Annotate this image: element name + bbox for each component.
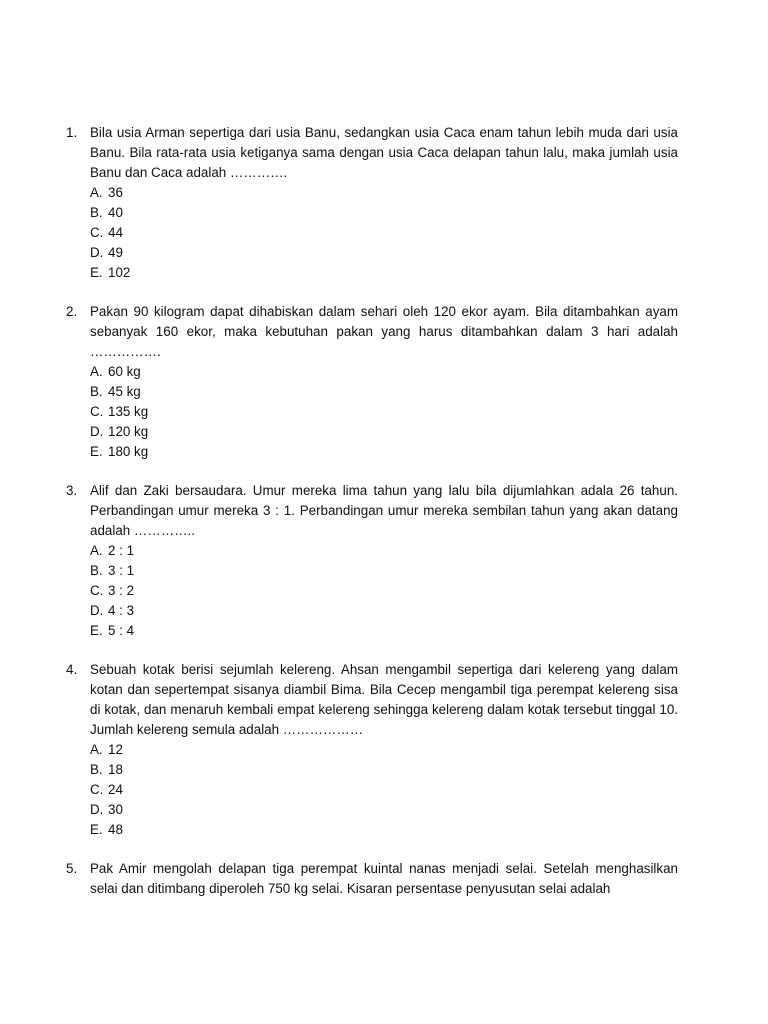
option-value: 3 : 2 [108, 583, 135, 598]
question-item [66, 481, 678, 641]
option-value: 40 [108, 205, 123, 220]
question-number: 2. [66, 304, 78, 319]
question-body [90, 660, 678, 840]
option-letter: B. [90, 563, 103, 578]
answer-options [90, 362, 678, 462]
answer-option [90, 561, 678, 581]
option-letter: D. [90, 424, 104, 439]
option-value: 44 [108, 225, 123, 240]
answer-option [90, 243, 678, 263]
answer-option [90, 820, 678, 840]
option-letter: A. [90, 364, 103, 379]
answer-option [90, 402, 678, 422]
option-letter: A. [90, 543, 103, 558]
answer-option [90, 203, 678, 223]
answer-option [90, 263, 678, 283]
question-body [90, 123, 678, 283]
question-text: Pak Amir mengolah delapan tiga perempat kuintal nanas menjadi selai. Setelah menghasilkan selai dan ditimbang diperoleh 750 kg selai. Kisaran persentase penyusutan selai adalah [90, 861, 678, 896]
option-value: 30 [108, 802, 123, 817]
option-value: 60 kg [108, 364, 141, 379]
option-value: 18 [108, 762, 123, 777]
option-value: 5 : 4 [108, 623, 135, 638]
answer-option [90, 541, 678, 561]
question-list [66, 123, 678, 918]
option-value: 24 [108, 782, 123, 797]
option-letter: D. [90, 802, 104, 817]
question-number: 3. [66, 483, 78, 498]
option-letter: E. [90, 623, 103, 638]
option-value: 45 kg [108, 384, 141, 399]
question-body [90, 481, 678, 641]
option-value: 2 : 1 [108, 543, 135, 558]
answer-option [90, 800, 678, 820]
option-value: 180 kg [108, 444, 149, 459]
option-letter: E. [90, 265, 103, 280]
option-letter: C. [90, 404, 104, 419]
option-letter: B. [90, 205, 103, 220]
option-value: 48 [108, 822, 123, 837]
answer-option [90, 601, 678, 621]
question-text: Sebuah kotak berisi sejumlah kelereng. Ahsan mengambil sepertiga dari kelereng yang dalam kotan dan sepertempat sisanya diambil Bima. Bila Cecep mengambil tiga perempat kelereng sisa di kotak, dan menaruh kembali empat kelereng sehingga kelereng dalam kotak tersebut tinggal 10. Jumlah kelereng semula adalah ……………… [90, 662, 678, 737]
option-value: 4 : 3 [108, 603, 135, 618]
option-value: 12 [108, 742, 123, 757]
answer-option [90, 760, 678, 780]
answer-option [90, 362, 678, 382]
question-number: 4. [66, 662, 78, 677]
question-text: Alif dan Zaki bersaudara. Umur mereka lima tahun yang lalu bila dijumlahkan adala 26 tahun. Perbandingan umur mereka 3 : 1. Perbandingan umur mereka sembilan tahun yang akan datang adalah ………….. [90, 483, 678, 538]
option-letter: E. [90, 444, 103, 459]
option-letter: D. [90, 603, 104, 618]
question-item [66, 123, 678, 283]
answer-option [90, 780, 678, 800]
answer-option [90, 183, 678, 203]
option-letter: E. [90, 822, 103, 837]
option-letter: C. [90, 225, 104, 240]
answer-option [90, 223, 678, 243]
answer-options [90, 183, 678, 283]
answer-options [90, 541, 678, 641]
question-number: 5. [66, 861, 78, 876]
option-letter: A. [90, 742, 103, 757]
answer-option [90, 740, 678, 760]
question-text: Bila usia Arman sepertiga dari usia Banu, sedangkan usia Caca enam tahun lebih muda dari usia Banu. Bila rata-rata usia ketiganya sama dengan usia Caca delapan tahun lalu, maka jumlah usia Banu dan Caca adalah …………. [90, 125, 678, 180]
option-letter: A. [90, 185, 103, 200]
question-text: Pakan 90 kilogram dapat dihabiskan dalam sehari oleh 120 ekor ayam. Bila ditambahkan ayam sebanyak 160 ekor, maka kebutuhan pakan yang harus ditambahkan dalam 3 hari adalah ……………. [90, 304, 678, 359]
question-number: 1. [66, 125, 78, 140]
answer-option [90, 422, 678, 442]
question-item [66, 859, 678, 899]
option-value: 36 [108, 185, 123, 200]
option-value: 49 [108, 245, 123, 260]
answer-option [90, 442, 678, 462]
answer-option [90, 581, 678, 601]
answer-options [90, 740, 678, 840]
question-item [66, 302, 678, 462]
option-letter: C. [90, 782, 104, 797]
question-item [66, 660, 678, 840]
option-letter: B. [90, 384, 103, 399]
answer-option [90, 621, 678, 641]
option-value: 135 kg [108, 404, 149, 419]
answer-option [90, 382, 678, 402]
option-value: 3 : 1 [108, 563, 135, 578]
question-body [90, 302, 678, 462]
option-letter: B. [90, 762, 103, 777]
option-letter: C. [90, 583, 104, 598]
question-body [90, 859, 678, 899]
option-value: 102 [108, 265, 131, 280]
option-value: 120 kg [108, 424, 149, 439]
option-letter: D. [90, 245, 104, 260]
